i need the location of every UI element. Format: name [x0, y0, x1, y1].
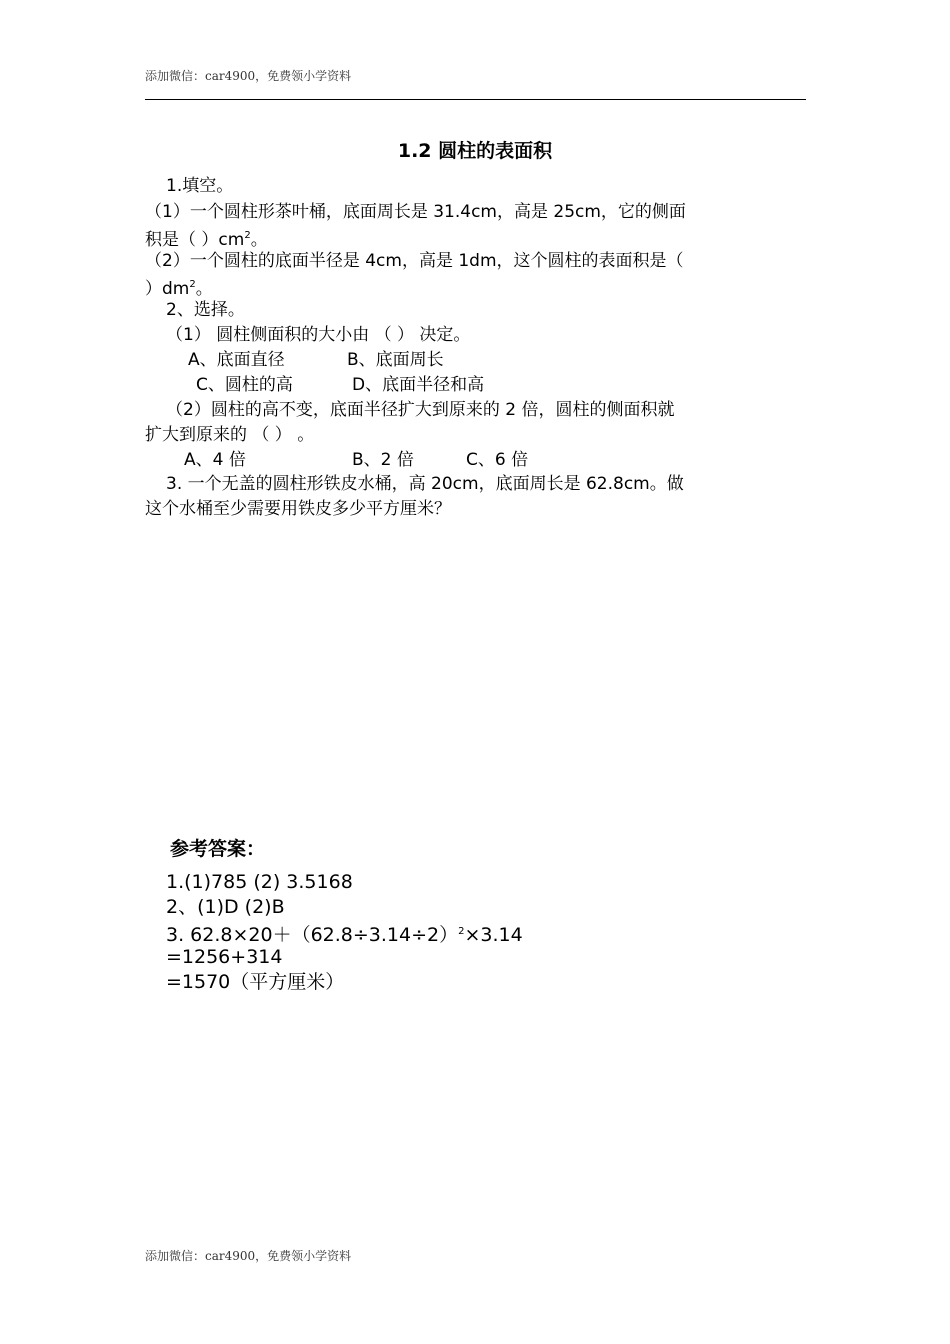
superscript: 2	[244, 230, 251, 241]
s2-q2-option-a: A、4 倍	[184, 450, 246, 470]
page-footer: 添加微信：car4900，免费领小学资料	[145, 1249, 352, 1263]
s1-q2-line2: ）$dm^2$。	[145, 279, 213, 299]
answers-title: 参考答案：	[170, 838, 266, 860]
page-header: 添加微信：car4900，免费领小学资料	[145, 69, 352, 83]
s2-q1-option-a: A、底面直径	[188, 350, 285, 370]
section1-heading: 1.填空。	[166, 176, 234, 196]
answer-3: 3. $62.8\times 20+(62.8\div 3.14\div 2)^2\times 3.14$	[166, 924, 523, 946]
s2-q1-option-d: D、底面半径和高	[352, 375, 485, 395]
answer-1: 1.(1)785 (2) 3.5168	[166, 871, 353, 893]
s2-q1: （1） 圆柱侧面积的大小由 （ ） 决定。	[166, 325, 471, 345]
s2-q2-option-b: B、2 倍	[352, 450, 414, 470]
s2-q1-option-b: B、底面周长	[347, 350, 444, 370]
section2-heading: 2、选择。	[166, 300, 245, 320]
superscript: 2	[189, 279, 196, 290]
s2-q2-line2: 扩大到原来的 （ ） 。	[145, 425, 315, 445]
answer-2: 2、(1)D (2)B	[166, 896, 285, 918]
s1-q1-line2: 积是（ ）$cm^2$。	[145, 230, 268, 250]
s1-q2-line1: （2）一个圆柱的底面半径是 4cm，高是 1dm，这个圆柱的表面积是（	[145, 251, 684, 271]
s3-line2: 这个水桶至少需要用铁皮多少平方厘米？	[145, 499, 451, 519]
header-divider	[145, 99, 806, 100]
s3-line1: 3. 一个无盖的圆柱形铁皮水桶，高 20cm，底面周长是 62.8cm。做	[166, 474, 684, 494]
superscript: 2	[458, 926, 465, 937]
answer-4: =1256+314	[166, 946, 283, 968]
s1-q1-line1: （1）一个圆柱形茶叶桶，底面周长是 31.4cm，高是 25cm，它的侧面	[145, 202, 686, 222]
page-title: 1.2 圆柱的表面积	[397, 140, 553, 162]
s2-q2-line1: （2）圆柱的高不变，底面半径扩大到原来的 2 倍，圆柱的侧面积就	[166, 400, 675, 420]
s2-q1-option-c: C、圆柱的高	[196, 375, 293, 395]
s2-q2-option-c: C、6 倍	[466, 450, 529, 470]
answer-5: =1570（平方厘米）	[166, 971, 345, 993]
